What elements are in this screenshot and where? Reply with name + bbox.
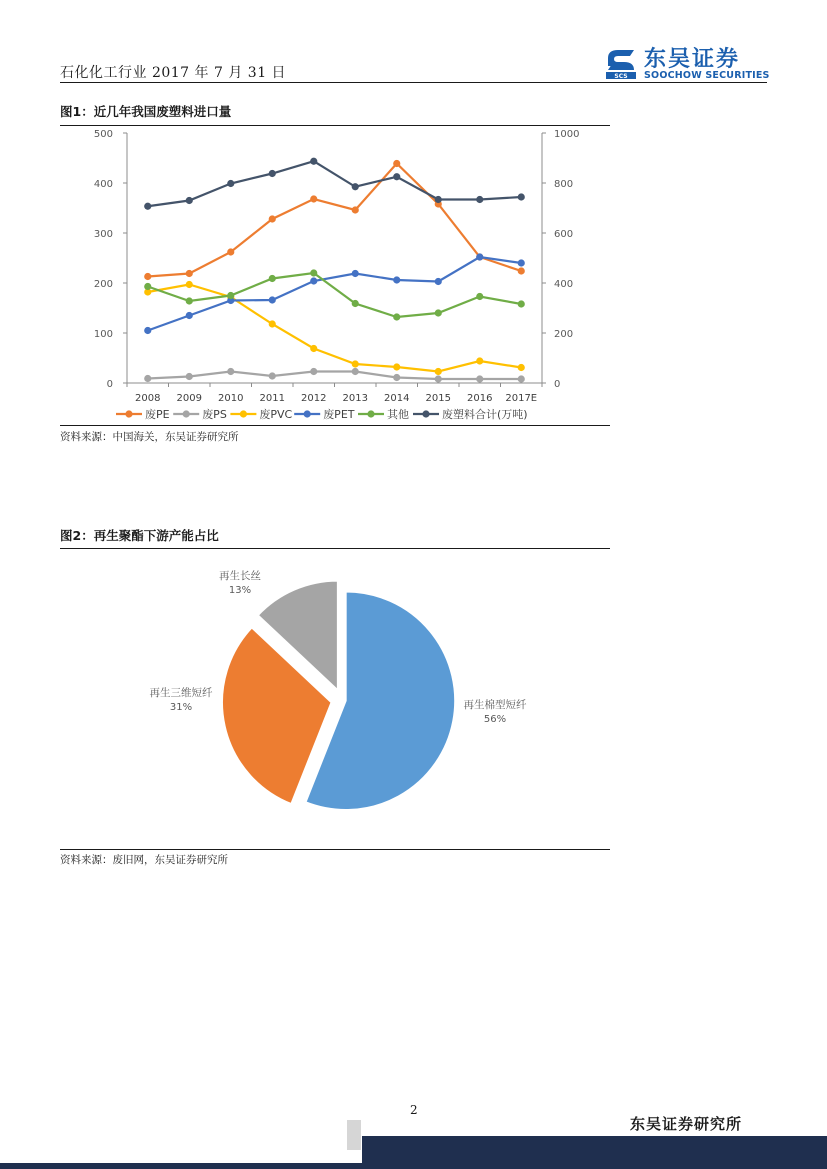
data-point: [352, 183, 359, 190]
report-header-title: 石化化工行业 2017 年 7 月 31 日: [60, 65, 287, 81]
data-point: [352, 300, 359, 307]
data-point: [144, 273, 151, 280]
data-point: [352, 360, 359, 367]
data-point: [144, 283, 151, 290]
data-point: [186, 373, 193, 380]
y2-tick-label: 600: [554, 229, 574, 240]
legend-label: 废PE: [145, 408, 170, 421]
page-number: 2: [410, 1103, 418, 1117]
header-divider: [60, 82, 767, 83]
series-line: [148, 164, 522, 277]
logo-mark-text: SCS: [614, 73, 628, 80]
data-point: [227, 368, 234, 375]
data-point: [269, 372, 276, 379]
y2-tick-label: 400: [554, 279, 574, 290]
data-point: [393, 276, 400, 283]
figure2-bottom-rule: [60, 849, 610, 850]
x-tick-label: 2011: [259, 393, 285, 404]
series-line: [148, 372, 522, 380]
legend-swatch-marker: [367, 410, 374, 417]
data-point: [518, 375, 525, 382]
data-point: [476, 357, 483, 364]
figure1-title: 图1：近几年我国废塑料进口量: [60, 104, 232, 119]
data-point: [476, 196, 483, 203]
footer-line: [0, 1163, 362, 1169]
legend-swatch-marker: [422, 410, 429, 417]
y-tick-label: 0: [106, 379, 113, 390]
legend-label: 废PET: [323, 408, 355, 421]
x-tick-label: 2009: [176, 393, 202, 404]
pie-chart-recycled-polyester: [60, 550, 610, 848]
data-point: [393, 363, 400, 370]
series-line: [148, 285, 522, 372]
y-tick-label: 200: [93, 279, 113, 290]
data-point: [518, 267, 525, 274]
data-point: [352, 206, 359, 213]
data-point: [518, 300, 525, 307]
legend-swatch-marker: [125, 410, 132, 417]
y2-tick-label: 1000: [554, 129, 580, 140]
footer-bar: [362, 1136, 827, 1169]
pie-slice-percent: 56%: [483, 714, 507, 725]
x-tick-label: 2010: [218, 393, 244, 404]
data-point: [435, 375, 442, 382]
data-point: [269, 215, 276, 222]
data-point: [352, 270, 359, 277]
legend-label: 废塑料合计(万吨): [442, 408, 528, 421]
data-point: [310, 277, 317, 284]
logo-english-name: SOOCHOW SECURITIES: [644, 70, 770, 81]
data-point: [518, 364, 525, 371]
data-point: [518, 193, 525, 200]
data-point: [144, 375, 151, 382]
y2-tick-label: 200: [554, 329, 574, 340]
data-point: [435, 368, 442, 375]
pie-slice-label: 再生三维短纤: [149, 687, 213, 699]
y-tick-label: 400: [93, 179, 113, 190]
data-point: [269, 296, 276, 303]
figure1-source: 资料来源：中国海关，东吴证券研究所: [60, 431, 239, 443]
data-point: [518, 259, 525, 266]
y-tick-label: 300: [93, 229, 113, 240]
series-line: [148, 161, 522, 206]
legend-swatch-marker: [240, 410, 247, 417]
data-point: [269, 275, 276, 282]
data-point: [186, 197, 193, 204]
data-point: [352, 368, 359, 375]
soochow-logo-icon: [604, 46, 638, 80]
line-chart-waste-plastic-imports: [60, 126, 620, 426]
data-point: [435, 278, 442, 285]
data-point: [186, 312, 193, 319]
legend-label: 废PVC: [259, 408, 293, 421]
data-point: [144, 203, 151, 210]
data-point: [310, 345, 317, 352]
data-point: [269, 320, 276, 327]
figure2-source: 资料来源：废旧网，东吴证券研究所: [60, 854, 228, 866]
footer-tab-decoration: [347, 1120, 361, 1150]
x-tick-label: 2013: [342, 393, 368, 404]
data-point: [310, 195, 317, 202]
data-point: [393, 313, 400, 320]
data-point: [435, 309, 442, 316]
legend-label: 废PS: [202, 408, 227, 421]
figure2-top-rule: [60, 548, 610, 549]
pie-slice-label: 再生棉型短纤: [463, 699, 527, 711]
pie-slice-percent: 13%: [228, 585, 252, 596]
y-tick-label: 500: [93, 129, 113, 140]
data-point: [393, 160, 400, 167]
data-point: [186, 297, 193, 304]
y2-tick-label: 0: [554, 379, 561, 390]
data-point: [186, 270, 193, 277]
data-point: [476, 253, 483, 260]
pie-slice-percent: 31%: [169, 702, 193, 713]
data-point: [310, 368, 317, 375]
data-point: [144, 327, 151, 334]
data-point: [186, 281, 193, 288]
legend-swatch-marker: [183, 410, 190, 417]
y2-tick-label: 800: [554, 179, 574, 190]
data-point: [227, 180, 234, 187]
series-line: [148, 257, 522, 331]
footer-org-name: 东吴证券研究所: [630, 1115, 743, 1133]
pie-slice-label: 再生长丝: [219, 570, 261, 582]
figure2-title: 图2：再生聚酯下游产能占比: [60, 528, 219, 543]
x-tick-label: 2014: [384, 393, 410, 404]
figure1-bottom-rule: [60, 425, 610, 426]
data-point: [393, 374, 400, 381]
data-point: [310, 269, 317, 276]
legend-label: 其他: [387, 408, 409, 421]
x-tick-label: 2012: [301, 393, 327, 404]
data-point: [476, 293, 483, 300]
x-tick-label: 2008: [135, 393, 161, 404]
data-point: [310, 158, 317, 165]
data-point: [227, 248, 234, 255]
data-point: [476, 375, 483, 382]
legend-swatch-marker: [304, 410, 311, 417]
data-point: [393, 173, 400, 180]
x-tick-label: 2016: [467, 393, 493, 404]
logo-chinese-name: 东吴证券: [644, 47, 741, 72]
y-tick-label: 100: [93, 329, 113, 340]
x-tick-label: 2017E: [505, 393, 538, 404]
data-point: [435, 196, 442, 203]
data-point: [227, 292, 234, 299]
data-point: [269, 170, 276, 177]
x-tick-label: 2015: [425, 393, 451, 404]
